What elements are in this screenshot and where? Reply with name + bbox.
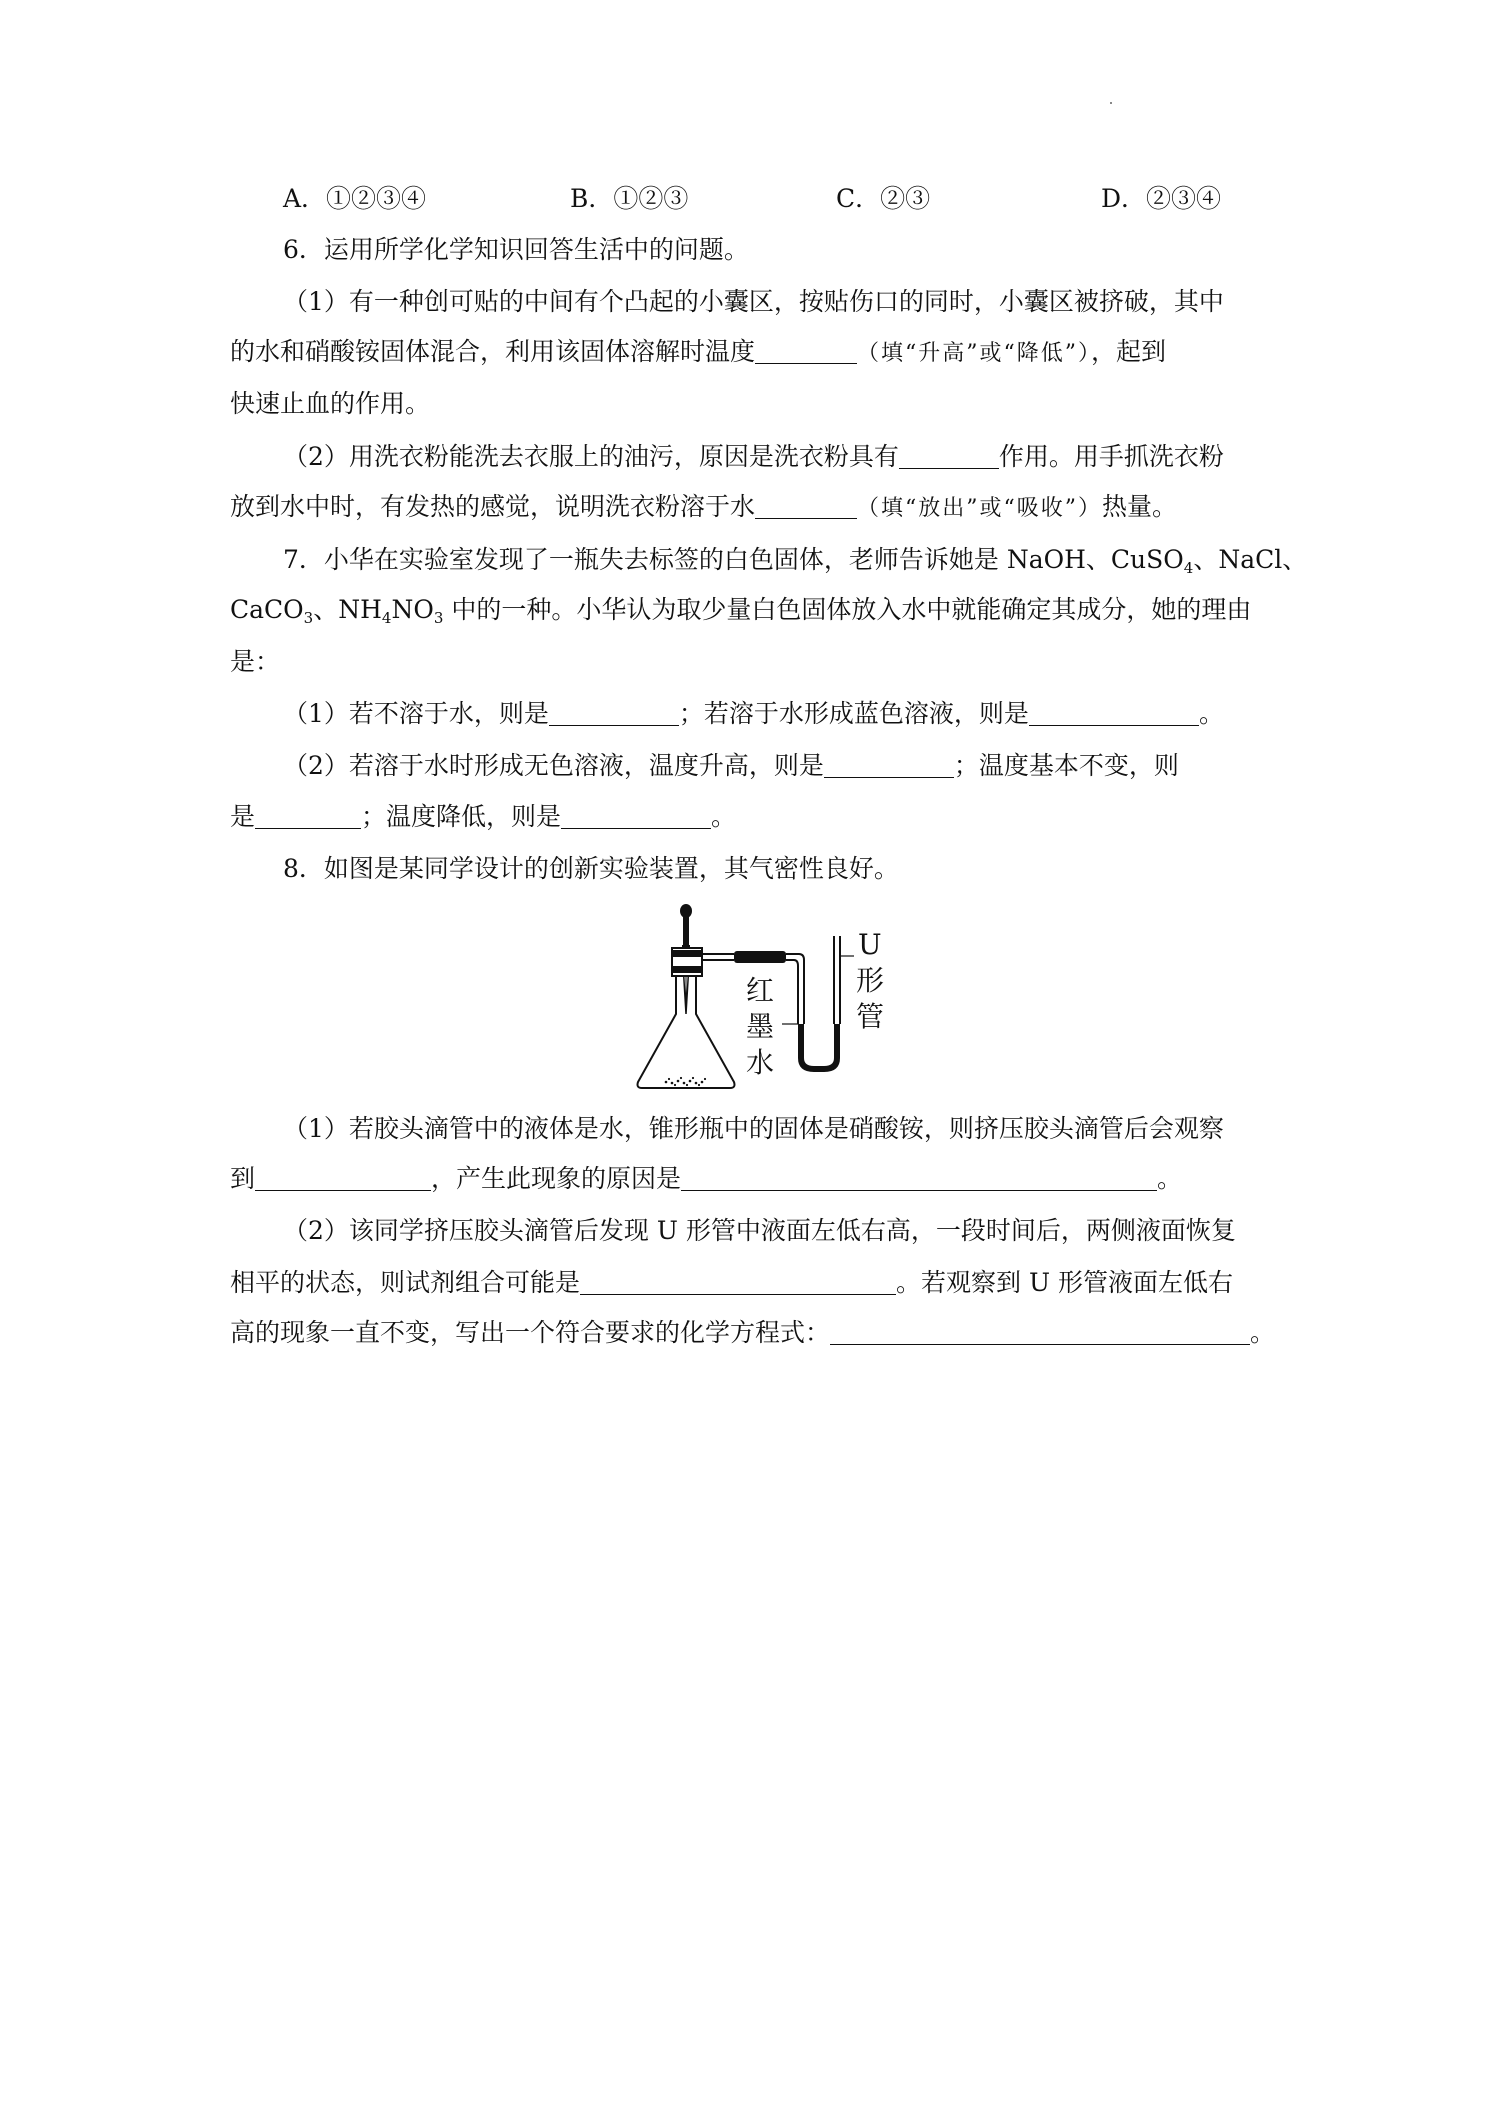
q6-p1-line1: （1）有一种创可贴的中间有个凸起的小囊区，按贴伤口的同时，小囊区被挤破，其中 [283,287,1224,316]
u-tube-icon [782,936,854,1072]
option-d: D．②③④ [1101,184,1222,213]
q7-p3: 是 ；温度降低，则是 。 [230,802,737,831]
answer-blank[interactable] [824,751,954,778]
answer-blank[interactable] [561,802,711,829]
answer-blank[interactable] [755,492,857,519]
apparatus-figure [630,896,930,1092]
q7-line1: 7．小华在实验室发现了一瓶失去标签的白色固体，老师告诉她是 NaOH、CuSO$_4$、NaCl、 [283,545,1308,577]
q7-line3: 是： [230,647,281,676]
answer-blank[interactable] [830,1318,1250,1345]
scan-speck [1110,102,1112,104]
answer-blank[interactable] [1029,699,1199,726]
answer-blank[interactable] [580,1268,896,1295]
option-c: C．②③ [836,184,931,213]
ink-label-1: 红 [746,974,775,1007]
option-b: B．①②③ [570,184,689,213]
q8-p1-line1: （1）若胶头滴管中的液体是水，锥形瓶中的固体是硝酸铵，则挤压胶头滴管后会观察 [283,1114,1224,1143]
q8-p2-line3: 高的现象一直不变，写出一个符合要求的化学方程式： 。 [230,1318,1276,1347]
stopper-icon [672,948,702,976]
q6-title: 6．运用所学化学知识回答生活中的问题。 [283,235,749,264]
answer-blank[interactable] [755,337,857,364]
q8-p1-line2: 到 ，产生此现象的原因是 。 [230,1164,1183,1193]
q8-title: 8．如图是某同学设计的创新实验装置，其气密性良好。 [283,854,899,883]
answer-blank[interactable] [899,442,999,469]
q7-p1: （1）若不溶于水，则是 ；若溶于水形成蓝色溶液，则是 。 [283,699,1224,728]
answer-blank[interactable] [549,699,679,726]
tube-label-2: 形 [856,964,885,997]
answer-blank[interactable] [681,1164,1157,1191]
q6-p1-line3: 快速止血的作用。 [230,389,431,418]
ink-label-3: 水 [746,1046,775,1079]
q6-p2-line1: （2）用洗衣粉能洗去衣服上的油污，原因是洗衣粉具有 作用。用手抓洗衣粉 [283,442,1224,471]
q6-p2-line2: 放到水中时，有发热的感觉，说明洗衣粉溶于水 （填“放出”或“吸收”）热量。 [230,492,1178,521]
tube-label-3: 管 [856,1000,885,1033]
option-a: A．①②③④ [283,184,427,213]
answer-blank[interactable] [255,802,361,829]
q6-p1-line2: 的水和硝酸铵固体混合，利用该固体溶解时温度 （填“升高”或“降低”），起到 [230,337,1167,366]
answer-blank[interactable] [255,1164,431,1191]
ink-label-2: 墨 [746,1010,775,1043]
q8-p2-line2: 相平的状态，则试剂组合可能是 。若观察到 U 形管液面左低右 [230,1268,1233,1297]
q7-line2: CaCO$_3$、$NH_4NO_3$ 中的一种。小华认为取少量白色固体放入水中就能确定其成分，她的理由 [230,595,1252,627]
q8-p2-line1: （2）该同学挤压胶头滴管后发现 U 形管中液面左低右高，一段时间后，两侧液面恢复 [283,1216,1236,1245]
q7-p2: （2）若溶于水时形成无色溶液，温度升高，则是 ；温度基本不变，则 [283,751,1179,780]
tube-label-1: U [858,928,882,961]
